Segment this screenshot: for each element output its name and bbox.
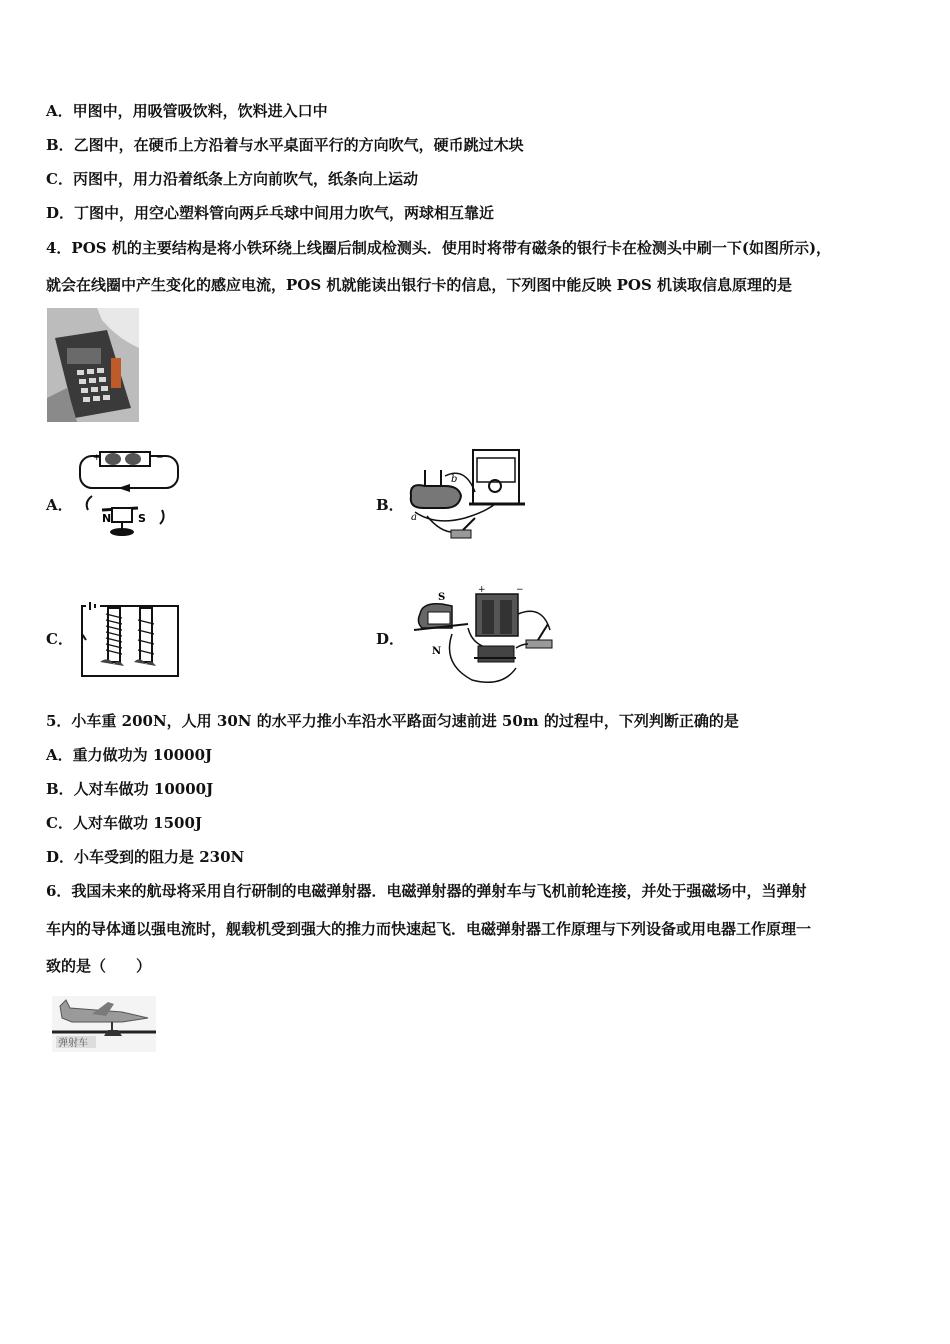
q4-option-a-label: A． bbox=[46, 496, 73, 514]
q6-figure-caption: 弹射车 bbox=[58, 1038, 88, 1049]
fig-d-plus-sign: + bbox=[478, 585, 486, 595]
q4-option-d-label: D． bbox=[376, 630, 405, 648]
q4-stem-line1: 4．POS 机的主要结构是将小铁环绕上线圈后制成检测头．使用时将带有磁条的银行卡在检测头中刷一下(如图所示)， bbox=[46, 239, 832, 257]
q4-figure-b-induction-circuit bbox=[405, 446, 525, 544]
q4-figure-a-generator-circuit bbox=[78, 450, 182, 538]
fig-d-n-label: N bbox=[432, 646, 442, 657]
q5-option-b: B．人对车做功 10000J bbox=[46, 780, 214, 798]
q4-option-b-label: B． bbox=[376, 496, 404, 514]
fig-a-s-label: S bbox=[138, 512, 146, 525]
q6-stem-line1: 6．我国未来的航母将采用自行研制的电磁弹射器．电磁弹射器的弹射车与飞机前轮连接，并处于强磁场中，当弹射 bbox=[46, 882, 807, 900]
q5-option-a: A．重力做功为 10000J bbox=[46, 746, 213, 764]
q4-stem-line2: 就会在线圈中产生变化的感应电流，POS 机就能读出银行卡的信息，下列图中能反映 POS 机读取信息原理的是 bbox=[46, 276, 793, 294]
q5-option-c: C．人对车做功 1500J bbox=[46, 814, 203, 832]
q6-stem-line2: 车内的导体通以强电流时，舰载机受到强大的推力而快速起飞．电磁弹射器工作原理与下列设备或用电器工作原理一 bbox=[46, 920, 812, 938]
q4-option-c-label: C． bbox=[46, 630, 73, 648]
fig-a-n-label: N bbox=[102, 512, 112, 525]
fig-b-b-label: b bbox=[451, 474, 458, 485]
q3-option-a: A．甲图中，用吸管吸饮料，饮料进入口中 bbox=[46, 102, 328, 120]
q3-option-c: C．丙图中，用力沿着纸条上方向前吹气，纸条向上运动 bbox=[46, 170, 418, 188]
q4-figure-c-electromagnet-circuit bbox=[78, 600, 182, 680]
q5-stem: 5．小车重 200N，人用 30N 的水平力推小车沿水平路面匀速前进 50m 的过程中，下列判断正确的是 bbox=[46, 712, 739, 730]
q6-stem-line3: 致的是（ ） bbox=[46, 957, 152, 975]
q6-catapult-figure bbox=[52, 996, 156, 1052]
fig-d-minus-sign: − bbox=[516, 585, 524, 595]
q3-option-d: D．丁图中，用空心塑料管向两乒乓球中间用力吹气，两球相互靠近 bbox=[46, 204, 495, 222]
q5-option-d: D．小车受到的阻力是 230N bbox=[46, 848, 245, 866]
fig-a-minus-sign: − bbox=[156, 453, 164, 463]
fig-b-a-label: a bbox=[411, 512, 417, 523]
fig-a-plus-sign: + bbox=[93, 453, 101, 463]
q3-option-b: B．乙图中，在硬币上方沿着与水平桌面平行的方向吹气，硬币跳过木块 bbox=[46, 136, 524, 154]
fig-d-s-label: S bbox=[438, 592, 446, 603]
pos-machine-photo bbox=[47, 308, 139, 422]
q4-figure-d-motor-circuit bbox=[412, 584, 562, 688]
